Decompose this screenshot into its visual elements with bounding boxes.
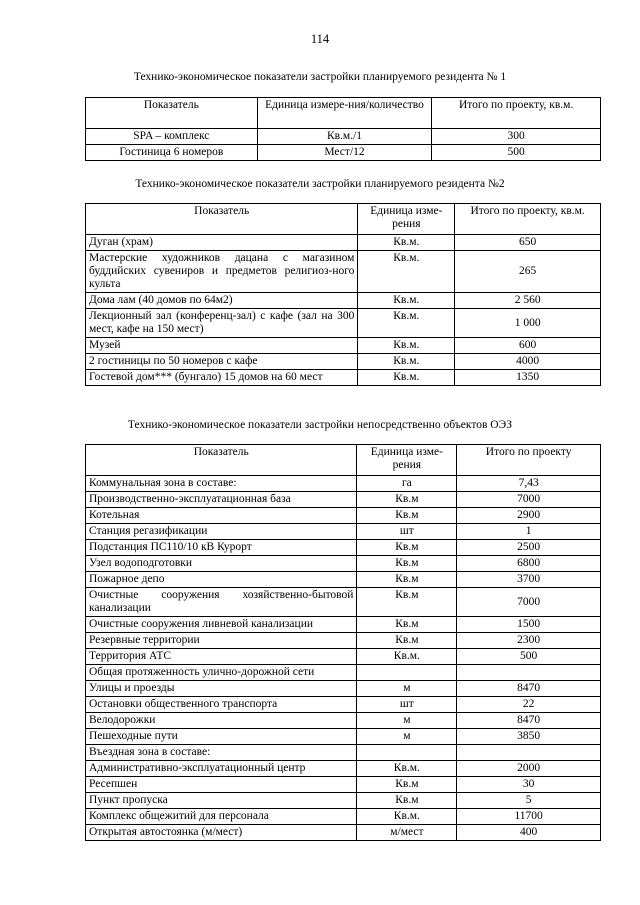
cell-total: 3850 xyxy=(457,729,601,745)
cell-indicator: Открытая автостоянка (м/мест) xyxy=(86,825,357,841)
cell-indicator: Дуган (храм) xyxy=(86,235,358,251)
cell-total: 1500 xyxy=(457,617,601,633)
table2-caption: Технико-экономическое показатели застройки планируемого резидента №2 xyxy=(135,178,505,190)
cell-total: 3700 xyxy=(457,572,601,588)
table-row xyxy=(86,697,601,713)
table-row xyxy=(86,588,601,617)
cell-unit: Кв.м. xyxy=(358,338,455,354)
cell-unit: Кв.м xyxy=(357,793,457,809)
cell-indicator: Административно-эксплуатационный центр xyxy=(86,761,357,777)
cell-indicator: Музей xyxy=(86,338,358,354)
cell-unit: Кв.м. xyxy=(358,370,455,386)
page-number: 114 xyxy=(310,32,330,46)
cell-unit: Кв.м./1 xyxy=(257,129,432,145)
cell-unit: Мест/12 xyxy=(257,145,432,161)
cell-indicator: Производственно-эксплуатационная база xyxy=(86,492,357,508)
cell-total: 7000 xyxy=(457,492,601,508)
cell-indicator: Резервные территории xyxy=(86,633,357,649)
cell-total: 650 xyxy=(455,235,601,251)
table1-caption: Технико-экономическое показатели застройки планируемого резидента № 1 xyxy=(133,71,507,83)
table2 xyxy=(85,203,601,386)
table-row xyxy=(86,540,601,556)
table-row xyxy=(86,370,601,386)
cell-total: 2900 xyxy=(457,508,601,524)
cell-unit: Кв.м xyxy=(357,556,457,572)
cell-total: 4000 xyxy=(455,354,601,370)
table-row xyxy=(86,793,601,809)
cell-indicator: Пункт пропуска xyxy=(86,793,357,809)
cell-unit: м xyxy=(357,713,457,729)
table3-caption: Технико-экономическое показатели застройки непосредственно объектов ОЭЗ xyxy=(127,419,513,431)
table-row xyxy=(86,729,601,745)
table-row xyxy=(86,633,601,649)
table3-header-unit: Единица изме-рения xyxy=(357,445,457,476)
table-row xyxy=(86,251,601,293)
table-row xyxy=(86,665,601,681)
table-row xyxy=(86,354,601,370)
cell-unit: шт xyxy=(357,697,457,713)
cell-indicator: Очистные сооружения хозяйственно-бытовой канализации xyxy=(86,588,357,617)
cell-total: 6800 xyxy=(457,556,601,572)
table-row xyxy=(86,129,601,145)
cell-unit: Кв.м xyxy=(357,777,457,793)
table3-header-total: Итого по проекту xyxy=(457,445,601,476)
table-row xyxy=(86,145,601,161)
cell-unit: Кв.м. xyxy=(357,649,457,665)
cell-unit: Кв.м. xyxy=(357,809,457,825)
cell-indicator: Территория АТС xyxy=(86,649,357,665)
cell-unit: Кв.м. xyxy=(358,251,455,293)
table2-header-indicator: Показатель xyxy=(86,204,358,235)
table3-header-indicator: Показатель xyxy=(86,445,357,476)
cell-total: 265 xyxy=(455,251,601,293)
cell-unit: Кв.м xyxy=(357,588,457,617)
cell-unit xyxy=(357,665,457,681)
cell-total xyxy=(457,745,601,761)
table-row xyxy=(86,309,601,338)
table-row xyxy=(86,476,601,492)
table-row xyxy=(86,556,601,572)
table-row xyxy=(86,524,601,540)
cell-unit: Кв.м xyxy=(357,572,457,588)
cell-unit: Кв.м xyxy=(357,617,457,633)
table1-header-total: Итого по проекту, кв.м. xyxy=(432,98,601,129)
table1-header-indicator: Показатель xyxy=(86,98,258,129)
table-row xyxy=(86,492,601,508)
cell-unit: шт xyxy=(357,524,457,540)
cell-unit: Кв.м xyxy=(357,508,457,524)
cell-total: 1350 xyxy=(455,370,601,386)
cell-indicator: Остановки общественного транспорта xyxy=(86,697,357,713)
table-row xyxy=(86,617,601,633)
cell-indicator: Очистные сооружения ливневой канализации xyxy=(86,617,357,633)
cell-unit: Кв.м. xyxy=(358,235,455,251)
cell-indicator: Станция регазификации xyxy=(86,524,357,540)
table3 xyxy=(85,444,601,841)
cell-indicator: Пожарное депо xyxy=(86,572,357,588)
table1 xyxy=(85,97,601,161)
table1-header-unit: Единица измере-ния/количество xyxy=(257,98,432,129)
table-row xyxy=(86,508,601,524)
cell-unit: м xyxy=(357,681,457,697)
cell-indicator: Пешеходные пути xyxy=(86,729,357,745)
cell-total: 500 xyxy=(457,649,601,665)
cell-total: 400 xyxy=(457,825,601,841)
cell-total: 30 xyxy=(457,777,601,793)
cell-total: 600 xyxy=(455,338,601,354)
cell-unit: Кв.м xyxy=(357,540,457,556)
cell-unit: Кв.м xyxy=(357,492,457,508)
cell-indicator: Подстанция ПС110/10 кВ Курорт xyxy=(86,540,357,556)
table-row xyxy=(86,777,601,793)
cell-unit: м xyxy=(357,729,457,745)
cell-indicator: Гостиница 6 номеров xyxy=(86,145,258,161)
cell-total: 2000 xyxy=(457,761,601,777)
cell-total: 500 xyxy=(432,145,601,161)
cell-total: 1 xyxy=(457,524,601,540)
table-row xyxy=(86,745,601,761)
cell-indicator: Лекционный зал (конференц-зал) с кафе (зал на 300 мест, кафе на 150 мест) xyxy=(86,309,358,338)
cell-total: 5 xyxy=(457,793,601,809)
table-row xyxy=(86,825,601,841)
table2-header-unit: Единица изме-рения xyxy=(358,204,455,235)
table-row xyxy=(86,293,601,309)
cell-indicator: Узел водоподготовки xyxy=(86,556,357,572)
table2-header-total: Итого по проекту, кв.м. xyxy=(455,204,601,235)
table-row xyxy=(86,649,601,665)
table-row xyxy=(86,761,601,777)
cell-indicator: Ресепшен xyxy=(86,777,357,793)
cell-total: 2300 xyxy=(457,633,601,649)
cell-total: 300 xyxy=(432,129,601,145)
cell-unit: Кв.м. xyxy=(358,293,455,309)
cell-indicator: SPA – комплекс xyxy=(86,129,258,145)
cell-total: 7,43 xyxy=(457,476,601,492)
cell-unit xyxy=(357,745,457,761)
table-row xyxy=(86,572,601,588)
cell-unit: Кв.м xyxy=(357,633,457,649)
cell-indicator: Въездная зона в составе: xyxy=(86,745,357,761)
table-row xyxy=(86,809,601,825)
cell-unit: Кв.м. xyxy=(358,354,455,370)
cell-unit: Кв.м. xyxy=(357,761,457,777)
cell-total: 7000 xyxy=(457,588,601,617)
cell-indicator: Комплекс общежитий для персонала xyxy=(86,809,357,825)
table-row xyxy=(86,713,601,729)
cell-total xyxy=(457,665,601,681)
cell-total: 8470 xyxy=(457,681,601,697)
cell-indicator: Мастерские художников дацана с магазином буддийских сувениров и предметов религиоз-ного культа xyxy=(86,251,358,293)
cell-indicator: Котельная xyxy=(86,508,357,524)
cell-total: 2500 xyxy=(457,540,601,556)
cell-indicator: Дома лам (40 домов по 64м2) xyxy=(86,293,358,309)
table-row xyxy=(86,681,601,697)
cell-indicator: Общая протяженность улично-дорожной сети xyxy=(86,665,357,681)
cell-total: 11700 xyxy=(457,809,601,825)
cell-indicator: Велодорожки xyxy=(86,713,357,729)
cell-unit: м/мест xyxy=(357,825,457,841)
table-row xyxy=(86,338,601,354)
cell-total: 2 560 xyxy=(455,293,601,309)
cell-indicator: Коммунальная зона в составе: xyxy=(86,476,357,492)
cell-unit: Кв.м. xyxy=(358,309,455,338)
cell-total: 8470 xyxy=(457,713,601,729)
cell-indicator: 2 гостиницы по 50 номеров с кафе xyxy=(86,354,358,370)
cell-total: 1 000 xyxy=(455,309,601,338)
table-row xyxy=(86,235,601,251)
cell-indicator: Улицы и проезды xyxy=(86,681,357,697)
cell-indicator: Гостевой дом*** (бунгало) 15 домов на 60 мест xyxy=(86,370,358,386)
cell-unit: га xyxy=(357,476,457,492)
cell-total: 22 xyxy=(457,697,601,713)
